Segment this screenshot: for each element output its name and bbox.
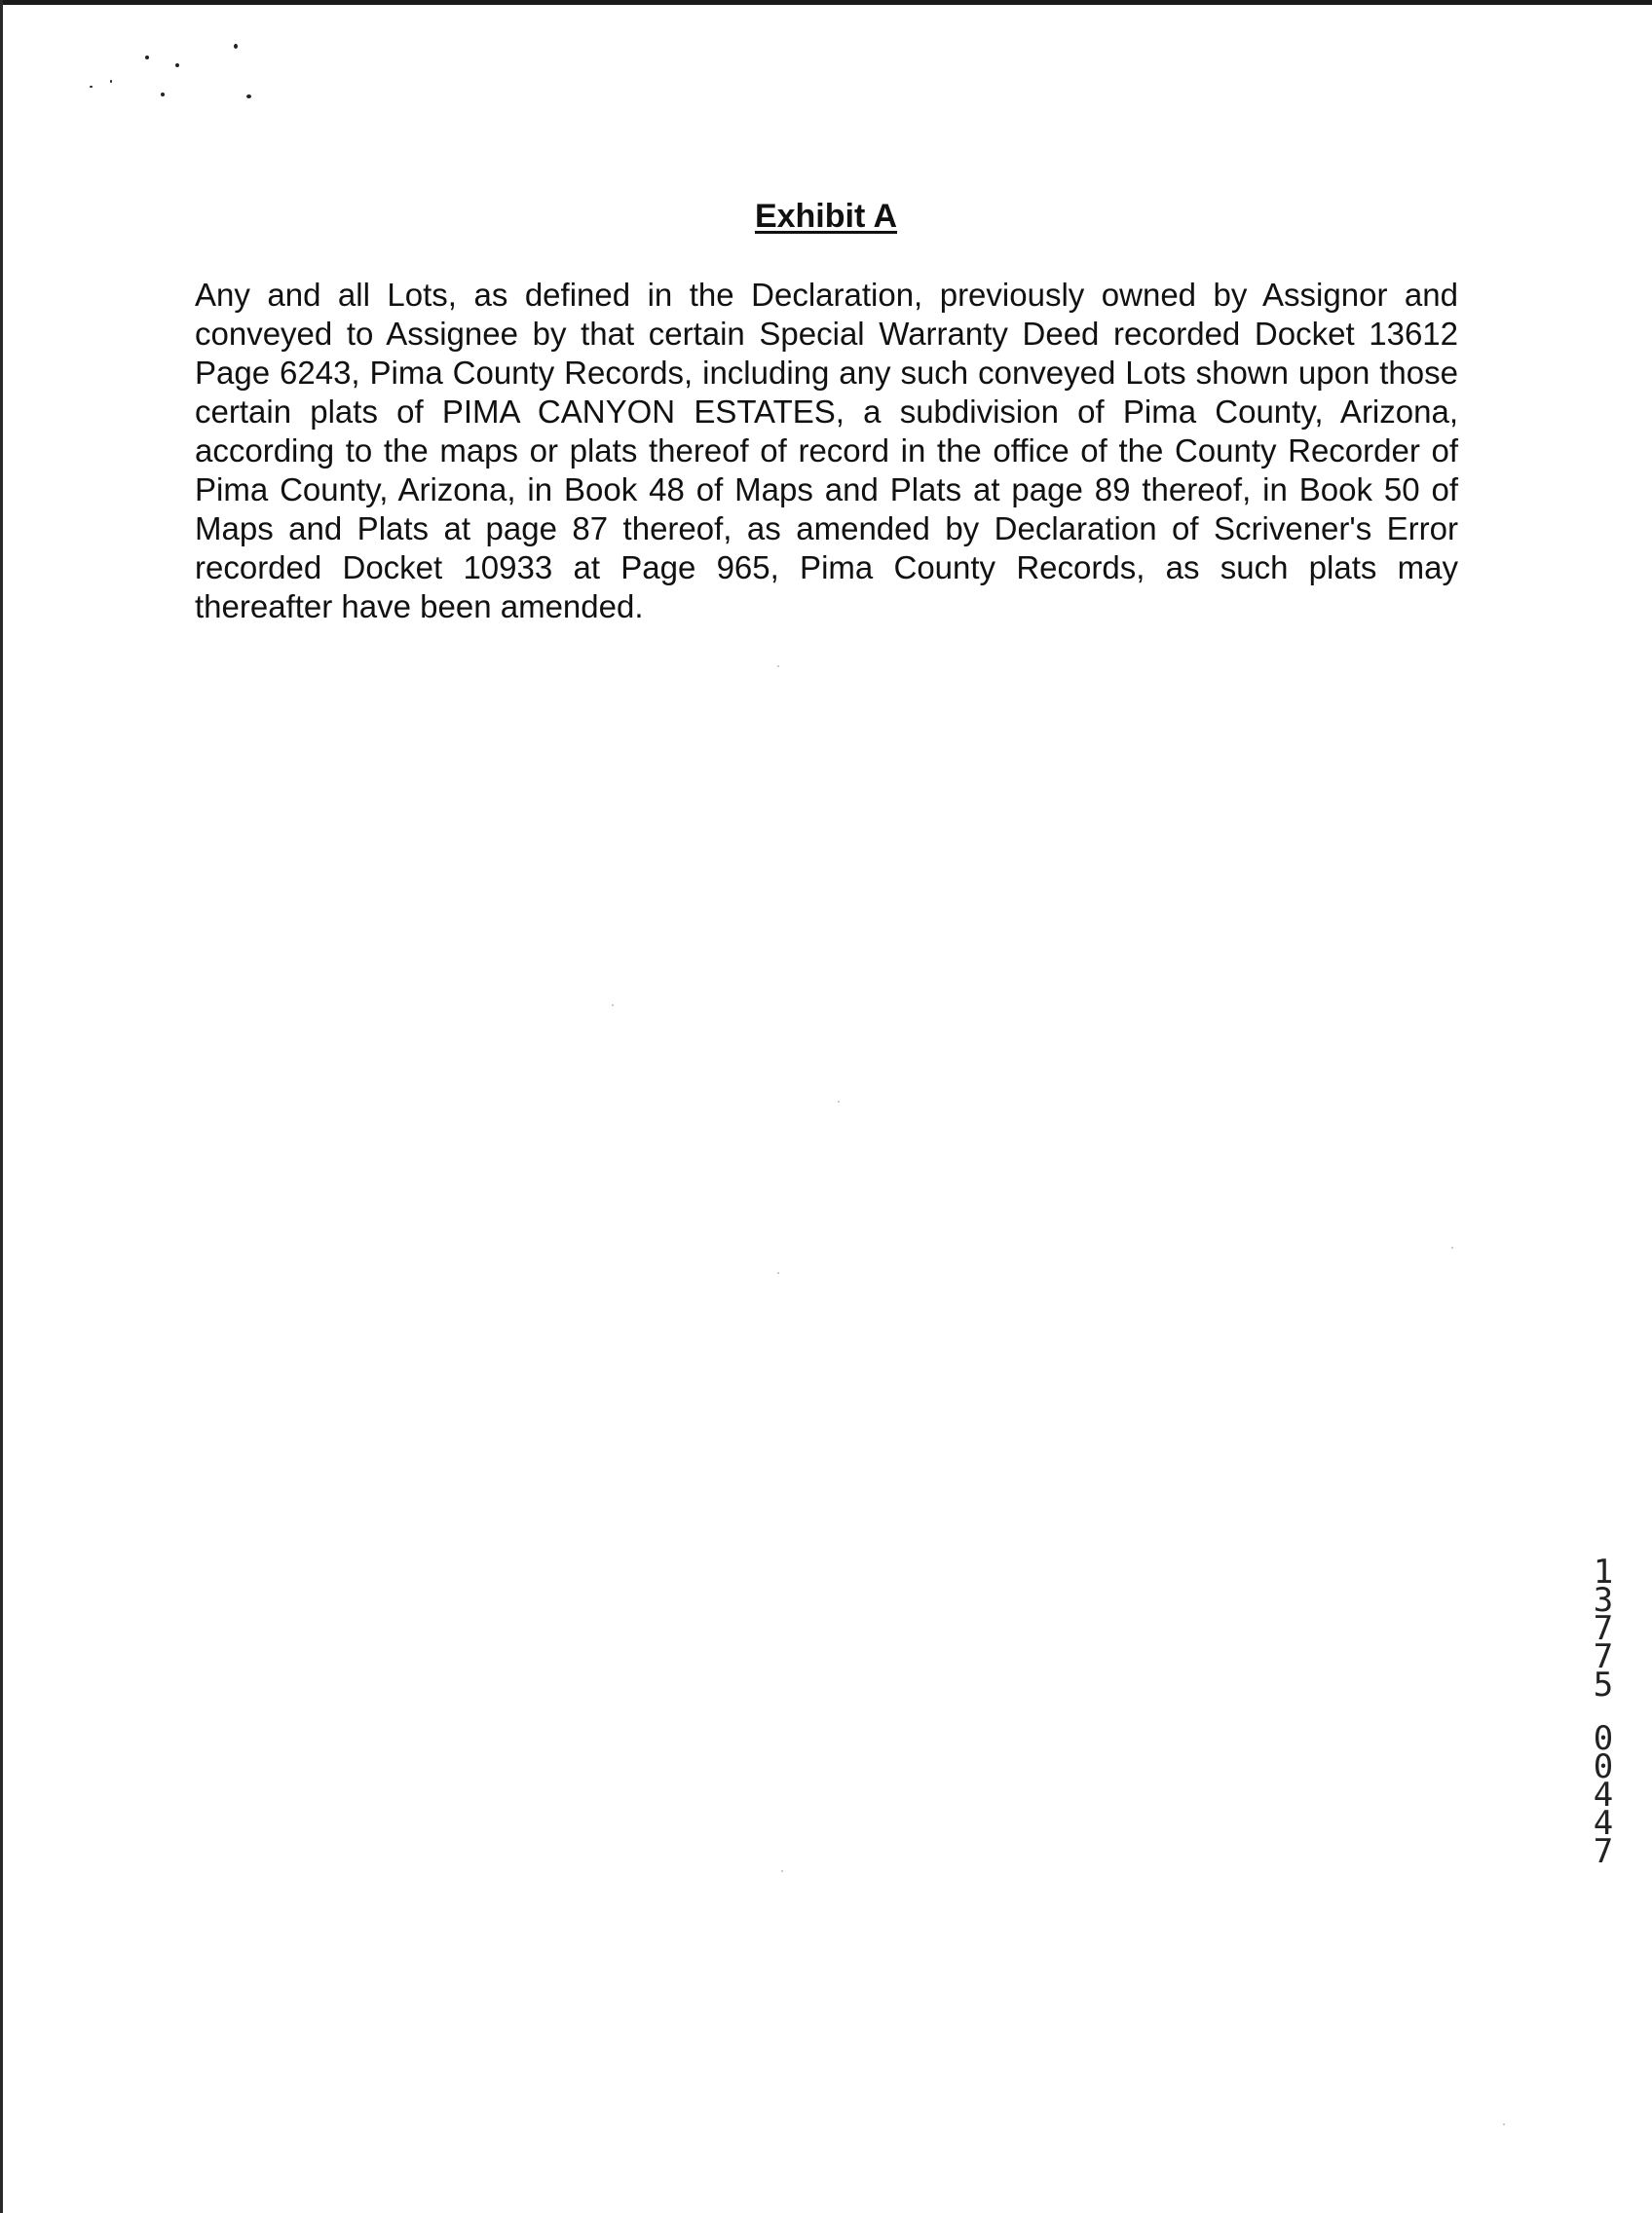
stamp-digit: 0 (1593, 1719, 1614, 1758)
scan-dot (777, 1272, 779, 1274)
stamp-digit: 7 (1593, 1832, 1614, 1871)
scan-top-edge (0, 0, 1652, 5)
scan-speck (145, 56, 149, 59)
scan-dot (1451, 1247, 1453, 1249)
scan-dot (781, 1870, 783, 1872)
stamp-digit: 3 (1593, 1581, 1614, 1620)
scan-speck (246, 94, 251, 98)
scan-dot (777, 665, 779, 667)
stamp-digit: 5 (1593, 1666, 1614, 1705)
scan-speck (234, 44, 238, 49)
scan-dot (1503, 2123, 1505, 2125)
scan-speck (110, 80, 112, 83)
stamp-digit: 4 (1593, 1776, 1614, 1815)
scan-speck (90, 86, 93, 88)
scan-speck (161, 93, 165, 96)
scan-left-edge (0, 0, 3, 2213)
stamp-docket-number (1584, 1553, 1623, 1705)
stamp-digit: 7 (1593, 1637, 1614, 1676)
recording-stamp (1584, 1553, 1623, 1871)
legal-description: Any and all Lots, as defined in the Declaration, previously owned by Assignor and conveyed to Assignee by that certain Special Warranty Deed recorded Docket 13612 Page 6243, Pima County Records, including any such conveyed Lots shown upon those certain plats of PIMA CANYON ESTATES, a subdivision of Pima County, Arizona, according to the maps or plats thereof of record in the office of the County Recorder of Pima County, Arizona, in Book 48 of Maps and Plats at page 89 thereof, in Book 50 of Maps and Plats at page 87 thereof, as amended by Declaration of Scrivener's Error recorded Docket 10933 at Page 965, Pima County Records, as such plats may thereafter have been amended. (195, 277, 1458, 624)
scan-dot (612, 1004, 614, 1006)
stamp-digit: 0 (1593, 1747, 1614, 1786)
scan-dot (838, 1101, 840, 1103)
stamp-digit: 7 (1593, 1609, 1614, 1648)
scan-speck (175, 63, 179, 67)
stamp-digit: 1 (1593, 1553, 1614, 1592)
stamp-digit: 4 (1593, 1804, 1614, 1843)
page-title: Exhibit A (754, 198, 898, 235)
stamp-page-number (1584, 1719, 1623, 1871)
